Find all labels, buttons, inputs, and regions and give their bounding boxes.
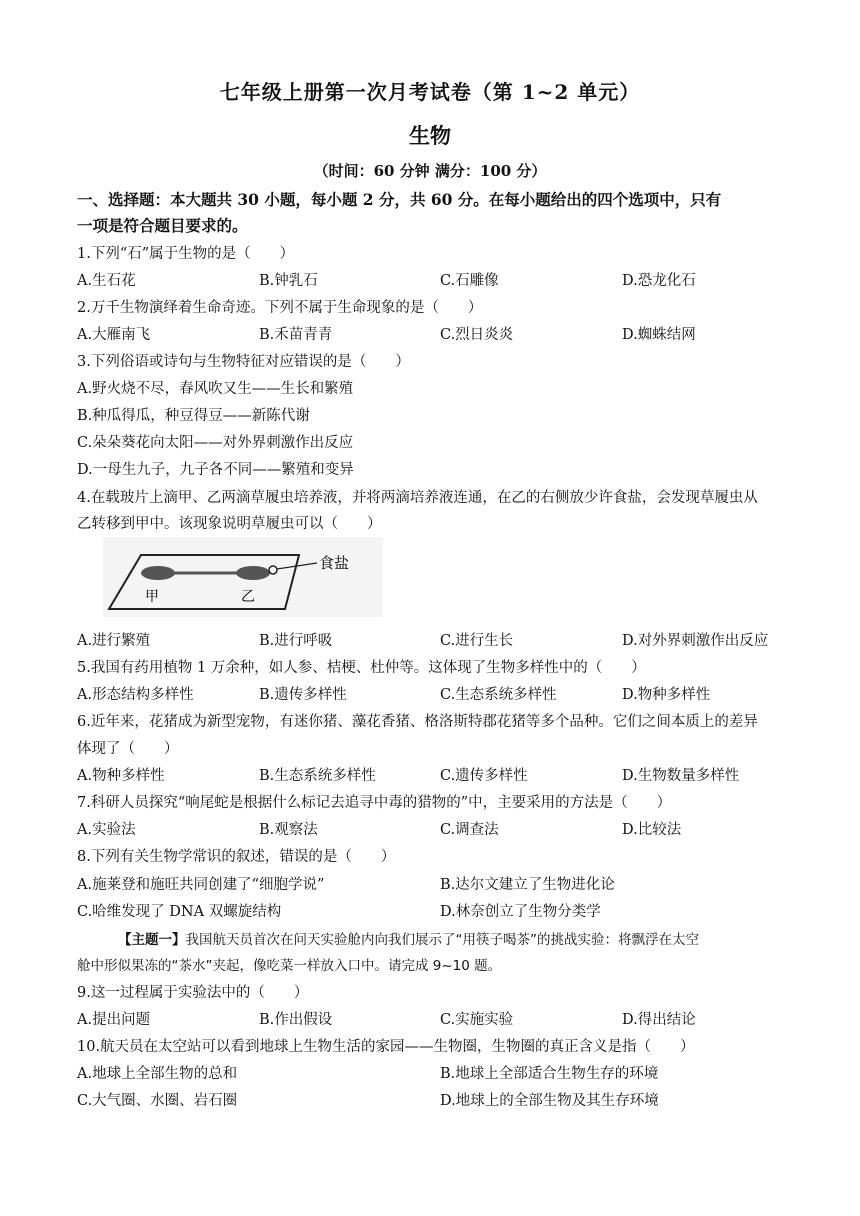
q1-option-c: C.石雕像 bbox=[440, 273, 499, 289]
question-10-stem: 10.航天员在太空站可以看到地球上生物生活的家园——生物圈，生物圈的真正含义是指（ ） bbox=[77, 1039, 695, 1055]
topic-1-line1 bbox=[118, 928, 699, 948]
q10-option-b: B.地球上全部适合生物生存的环境 bbox=[440, 1066, 659, 1082]
q9-option-a: A.提出问题 bbox=[77, 1012, 151, 1028]
q2-option-c: C.烈日炎炎 bbox=[440, 327, 514, 343]
q6-option-c: C.遗传多样性 bbox=[440, 768, 528, 784]
q3-option-b: B.种瓜得瓜，种豆得豆——新陈代谢 bbox=[77, 408, 310, 424]
q2-option-d: D.蜘蛛结网 bbox=[622, 327, 696, 343]
q5-option-c: C.生态系统多样性 bbox=[440, 687, 557, 703]
question-1-stem: 1.下列“石”属于生物的是（ ） bbox=[77, 246, 295, 262]
q1-option-d: D.恐龙化石 bbox=[622, 273, 696, 289]
exam-meta: （时间：60 分钟 满分：100 分） bbox=[313, 162, 547, 180]
section-heading-line2: 一项是符合题目要求的。 bbox=[77, 216, 248, 235]
q8-option-a: A.施莱登和施旺共同创建了“细胞学说” bbox=[77, 877, 325, 893]
q5-option-b: B.遗传多样性 bbox=[259, 687, 347, 703]
q4-option-c: C.进行生长 bbox=[440, 633, 514, 649]
q3-option-c: C.朵朵葵花向太阳——对外界刺激作出反应 bbox=[77, 435, 354, 451]
question-9-stem: 9.这一过程属于实验法中的（ ） bbox=[77, 985, 309, 1001]
exam-title: 七年级上册第一次月考试卷（第 1~2 单元） bbox=[219, 80, 641, 104]
q9-option-b: B.作出假设 bbox=[259, 1012, 333, 1028]
question-2-stem: 2.万千生物演绎着生命奇迹。下列不属于生命现象的是（ ） bbox=[77, 300, 483, 316]
drop-b-label: 乙 bbox=[241, 589, 255, 605]
salt-crystal bbox=[269, 566, 277, 574]
q8-option-d: D.林奈创立了生物分类学 bbox=[440, 904, 601, 920]
q1-option-a: A.生石花 bbox=[77, 273, 136, 289]
q5-option-a: A.形态结构多样性 bbox=[77, 687, 194, 703]
q4-option-d: D.对外界刺激作出反应 bbox=[622, 633, 769, 649]
subject-title: 生物 bbox=[409, 123, 451, 148]
q10-option-c: C.大气圈、水圈、岩石圈 bbox=[77, 1093, 238, 1109]
q1-option-b: B.钟乳石 bbox=[259, 273, 318, 289]
q6-option-a: A.物种多样性 bbox=[77, 768, 165, 784]
q5-option-d: D.物种多样性 bbox=[622, 687, 711, 703]
topic-1-line2: 舱中形似果冻的“茶水”夹起，像吃菜一样放入口中。请完成 9~10 题。 bbox=[77, 958, 502, 974]
question-6-stem-line2: 体现了（ ） bbox=[77, 741, 179, 757]
question-8-stem: 8.下列有关生物学常识的叙述，错误的是（ ） bbox=[77, 849, 396, 865]
q7-option-b: B.观察法 bbox=[259, 822, 318, 838]
topic-1-label: 【主题一】 bbox=[118, 932, 186, 948]
question-5-stem: 5.我国有药用植物 1 万余种，如人参、桔梗、杜仲等。这体现了生物多样性中的（ ） bbox=[77, 660, 646, 676]
q8-option-b: B.达尔文建立了生物进化论 bbox=[440, 877, 615, 893]
q10-option-d: D.地球上的全部生物及其生存环境 bbox=[440, 1093, 659, 1109]
q7-option-d: D.比较法 bbox=[622, 822, 682, 838]
q3-option-a: A.野火烧不尽，春风吹又生——生长和繁殖 bbox=[77, 381, 354, 397]
q4-option-b: B.进行呼吸 bbox=[259, 633, 333, 649]
slide-diagram bbox=[103, 537, 383, 617]
q6-option-b: B.生态系统多样性 bbox=[259, 768, 376, 784]
question-6-stem-line1: 6.近年来，花猪成为新型宠物，有迷你猪、藻花香猪、格洛斯特郡花猪等多个品种。它们之间本质上的差异 bbox=[77, 714, 758, 730]
question-4-stem-line1: 4.在载玻片上滴甲、乙两滴草履虫培养液，并将两滴培养液连通，在乙的右侧放少许食盐，会发现草履虫从 bbox=[77, 490, 758, 506]
question-3-stem: 3.下列俗语或诗句与生物特征对应错误的是（ ） bbox=[77, 354, 410, 370]
q2-option-a: A.大雁南飞 bbox=[77, 327, 151, 343]
question-4-stem-line2: 乙转移到甲中。该现象说明草履虫可以（ ） bbox=[77, 516, 382, 532]
topic-1-text: 我国航天员首次在问天实验舱内向我们展示了“用筷子喝茶”的挑战实验：将飘浮在太空 bbox=[185, 932, 699, 948]
q2-option-b: B.禾苗青青 bbox=[259, 327, 333, 343]
drop-a bbox=[141, 566, 175, 580]
q6-option-d: D.生物数量多样性 bbox=[622, 768, 740, 784]
q9-option-c: C.实施实验 bbox=[440, 1012, 514, 1028]
q9-option-d: D.得出结论 bbox=[622, 1012, 696, 1028]
q4-option-a: A.进行繁殖 bbox=[77, 633, 151, 649]
q7-option-c: C.调查法 bbox=[440, 822, 499, 838]
question-7-stem: 7.科研人员探究“响尾蛇是根据什么标记去追寻中毒的猎物的”中，主要采用的方法是（ ） bbox=[77, 795, 672, 811]
q7-option-a: A.实验法 bbox=[77, 822, 136, 838]
q3-option-d: D.一母生九子，九子各不同——繁殖和变异 bbox=[77, 462, 354, 478]
salt-label: 食盐 bbox=[319, 554, 350, 572]
section-heading-line1: 一、选择题：本大题共 30 小题，每小题 2 分，共 60 分。在每小题给出的四个选项中，只有 bbox=[77, 190, 722, 209]
q10-option-a: A.地球上全部生物的总和 bbox=[77, 1066, 238, 1082]
drop-a-label: 甲 bbox=[145, 589, 159, 605]
drop-b bbox=[236, 566, 270, 580]
q8-option-c: C.哈维发现了 DNA 双螺旋结构 bbox=[77, 904, 282, 920]
